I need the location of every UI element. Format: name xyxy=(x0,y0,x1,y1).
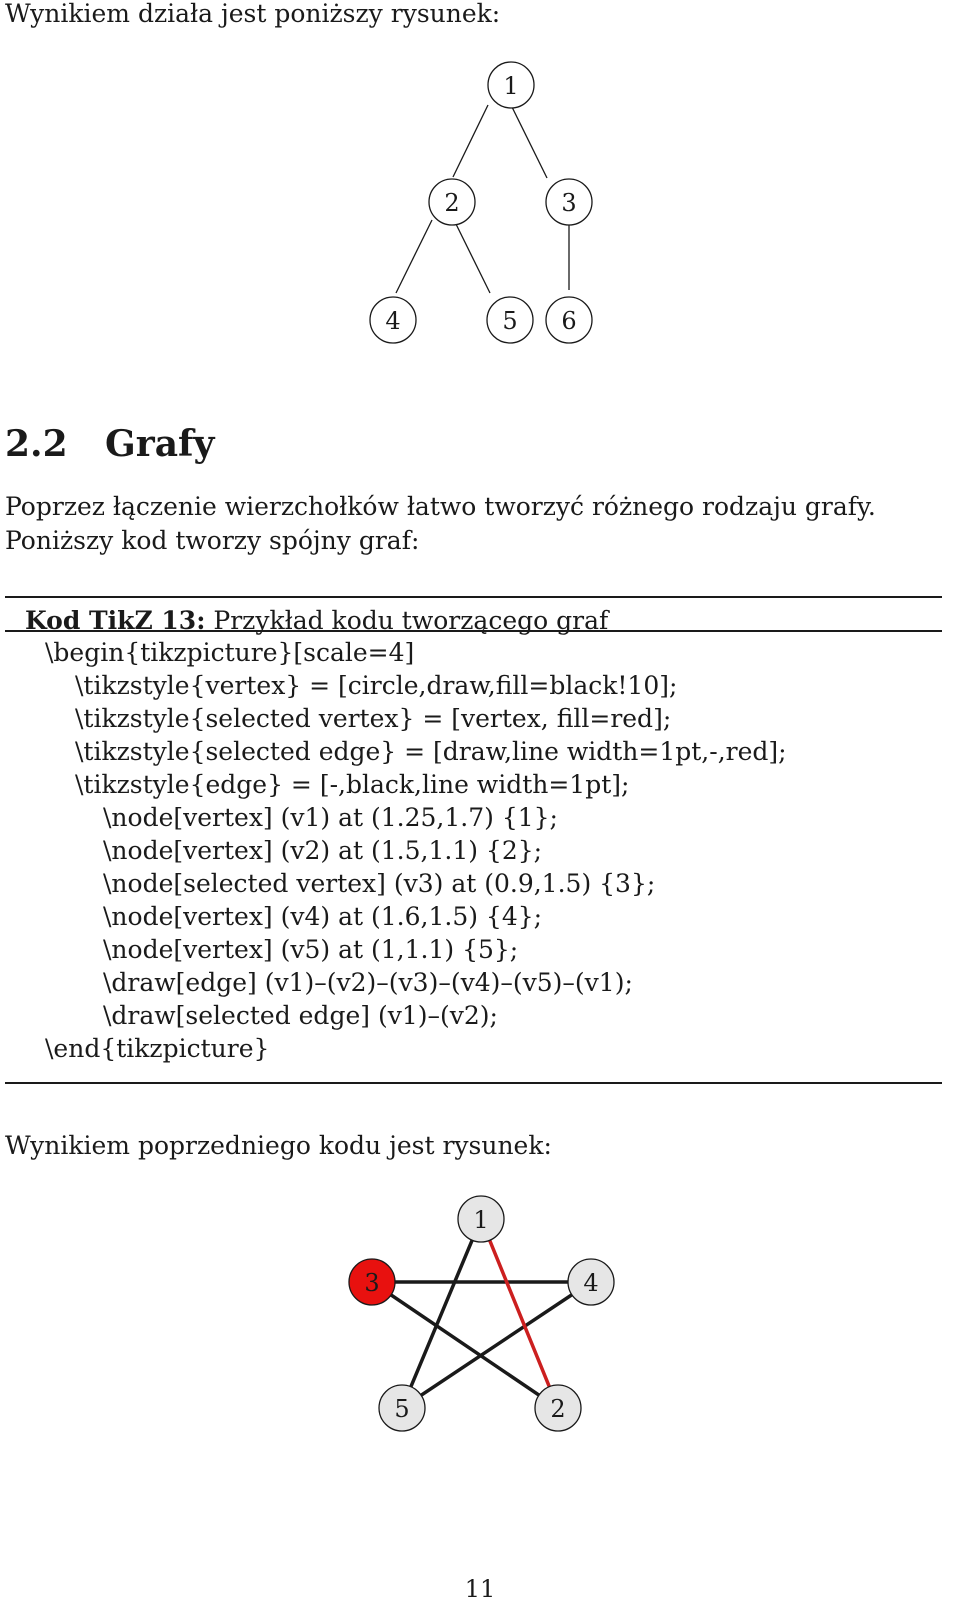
tree-node-4-label: 4 xyxy=(385,307,401,335)
tree-node-6-label: 6 xyxy=(561,307,577,335)
code-line: \draw[edge] (v1)–(v2)–(v3)–(v4)–(v5)–(v1); xyxy=(103,968,633,997)
graph-node-2-label: 2 xyxy=(550,1395,566,1423)
listing-rule-caption xyxy=(5,630,942,632)
code-line: \node[selected vertex] (v3) at (0.9,1.5) {3}; xyxy=(103,869,656,898)
tree-node-3-label: 3 xyxy=(561,189,577,217)
tree-edge-2-5 xyxy=(454,220,490,293)
code-line: \node[vertex] (v5) at (1,1.1) {5}; xyxy=(103,935,519,964)
code-line: \tikzstyle{selected vertex} = [vertex, fill=red]; xyxy=(75,704,672,733)
graph-node-1-label: 1 xyxy=(473,1206,489,1234)
graph-node-5-label: 5 xyxy=(394,1395,410,1423)
code-line: \node[vertex] (v4) at (1.6,1.5) {4}; xyxy=(103,902,543,931)
code-line: \node[vertex] (v2) at (1.5,1.1) {2}; xyxy=(103,836,543,865)
code-line: \draw[selected edge] (v1)–(v2); xyxy=(103,1001,498,1030)
listing-rule-top xyxy=(5,596,942,598)
tree-edge-1-2 xyxy=(453,105,488,177)
listing-caption xyxy=(25,604,608,638)
listing-caption-label: Kod TikZ 13: xyxy=(25,606,206,635)
code-line: \end{tikzpicture} xyxy=(45,1034,270,1063)
section-heading xyxy=(5,422,214,466)
tree-node-2-label: 2 xyxy=(444,189,460,217)
code-line: \tikzstyle{edge} = [-,black,line width=1pt]; xyxy=(75,770,630,799)
outro-text: Wynikiem poprzedniego kodu jest rysunek: xyxy=(5,1131,552,1160)
tree-edge-1-3 xyxy=(511,105,547,178)
code-line: \tikzstyle{selected edge} = [draw,line width=1pt,-,red]; xyxy=(75,737,787,766)
tree-edge-2-4 xyxy=(396,220,432,293)
code-line: \node[vertex] (v1) at (1.25,1.7) {1}; xyxy=(103,803,558,832)
tree-node-5-label: 5 xyxy=(502,307,518,335)
page-number: 11 xyxy=(464,1575,496,1603)
code-line: \tikzstyle{vertex} = [circle,draw,fill=black!10]; xyxy=(75,671,678,700)
graph-node-4-label: 4 xyxy=(583,1269,599,1297)
tree-node-1-label: 1 xyxy=(503,72,519,100)
section-number: 2.2 xyxy=(5,423,68,465)
code-line: \begin{tikzpicture}[scale=4] xyxy=(45,638,415,667)
intro-text: Wynikiem działa jest poniższy rysunek: xyxy=(5,0,501,28)
listing-caption-text: Przykład kodu tworzącego graf xyxy=(205,606,609,635)
graph-node-3-label: 3 xyxy=(364,1269,380,1297)
paragraph: Poprzez łączenie wierzchołków łatwo tworzyć różnego rodzaju grafy. Poniższy kod tworzy spójny graf: xyxy=(5,492,876,555)
listing-rule-bottom xyxy=(5,1082,942,1084)
section-title: Grafy xyxy=(105,423,215,465)
